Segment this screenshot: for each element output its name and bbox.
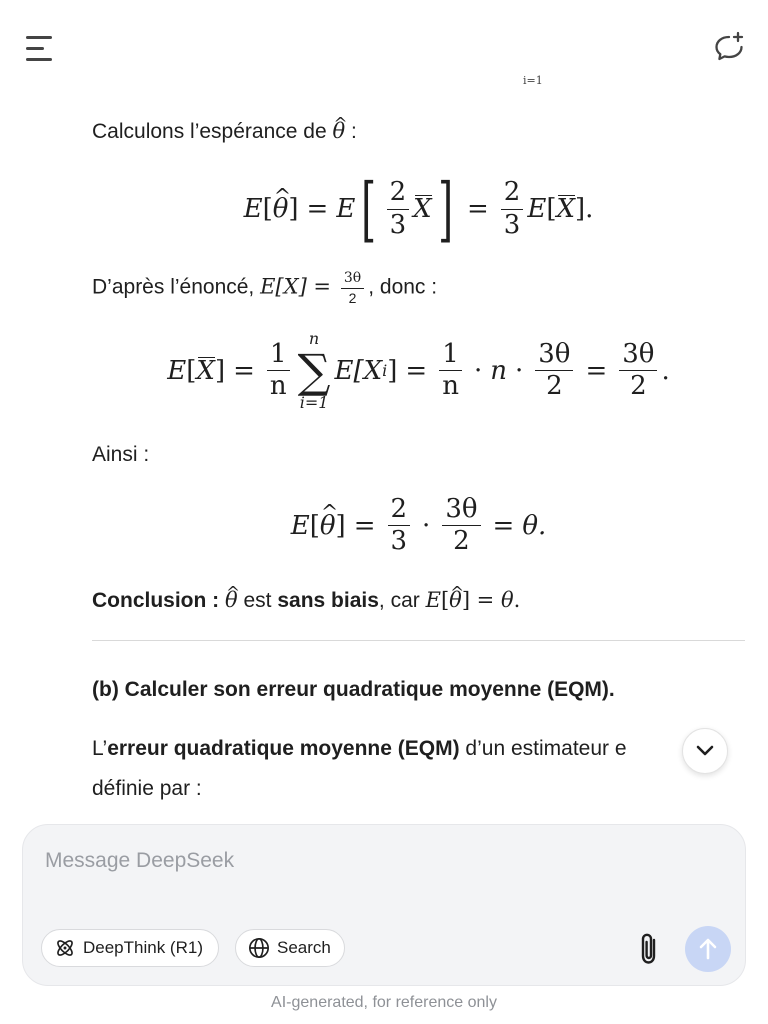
scroll-down-button[interactable]	[682, 728, 728, 774]
arrow-up-icon	[697, 937, 719, 961]
section-divider	[92, 640, 745, 641]
paragraph-eqm-line2: définie par :	[92, 777, 202, 800]
paperclip-icon	[635, 931, 663, 967]
search-toggle[interactable]	[235, 929, 345, 967]
ai-disclaimer: AI-generated, for reference only	[271, 994, 497, 1011]
conclusion-line: Conclusion : ^ θ est sans biais, car E[^ θ] = θ.	[92, 585, 520, 616]
atom-icon	[54, 937, 76, 959]
globe-icon	[248, 937, 270, 959]
theta-hat: ^ θ	[332, 116, 345, 146]
cutoff-fragment: i=1	[523, 74, 543, 87]
paragraph-statement: D’après l’énoncé, E[X] = $\frac{3\theta}{2}$ , donc :	[92, 270, 438, 306]
chevron-down-icon	[695, 742, 715, 760]
section-heading-b: (b) Calculer son erreur quadratique moyenne (EQM).	[92, 678, 615, 701]
equation-mean-expectation: E [ X ] = $\frac{1}{n}$ n ∑ i=1 E[X i ] = $\frac{1}{n}$ · n · $\frac{3\theta}{2}$ = $\frac{3\theta}{2}$ .	[167, 329, 670, 412]
paragraph-expectation: Calculons l’espérance de ^ θ :	[92, 116, 357, 147]
paragraph-thus: Ainsi :	[92, 443, 150, 466]
message-input[interactable]	[43, 843, 687, 879]
menu-icon[interactable]	[26, 34, 56, 64]
deepthink-label: DeepThink (R1)	[83, 938, 203, 957]
new-chat-icon[interactable]	[712, 30, 746, 64]
message-composer	[22, 824, 746, 986]
deepthink-toggle[interactable]	[41, 929, 219, 967]
search-label: Search	[277, 938, 331, 957]
paragraph-eqm-definition: L’erreur quadratique moyenne (EQM) d’un estimateur e	[92, 737, 627, 760]
attach-button[interactable]	[635, 931, 663, 967]
top-bar	[0, 0, 768, 96]
send-button[interactable]	[685, 926, 731, 972]
equation-expectation: E [ ^ θ ] = E [ $\frac{2}{3}$ X ] = $\frac{2}{3}$ E [ X ].	[92, 174, 745, 244]
equation-unbiased: E [ ^ θ ] = $\frac{2}{3}$ · $\frac{3\theta}{2}$ = θ.	[92, 496, 745, 556]
